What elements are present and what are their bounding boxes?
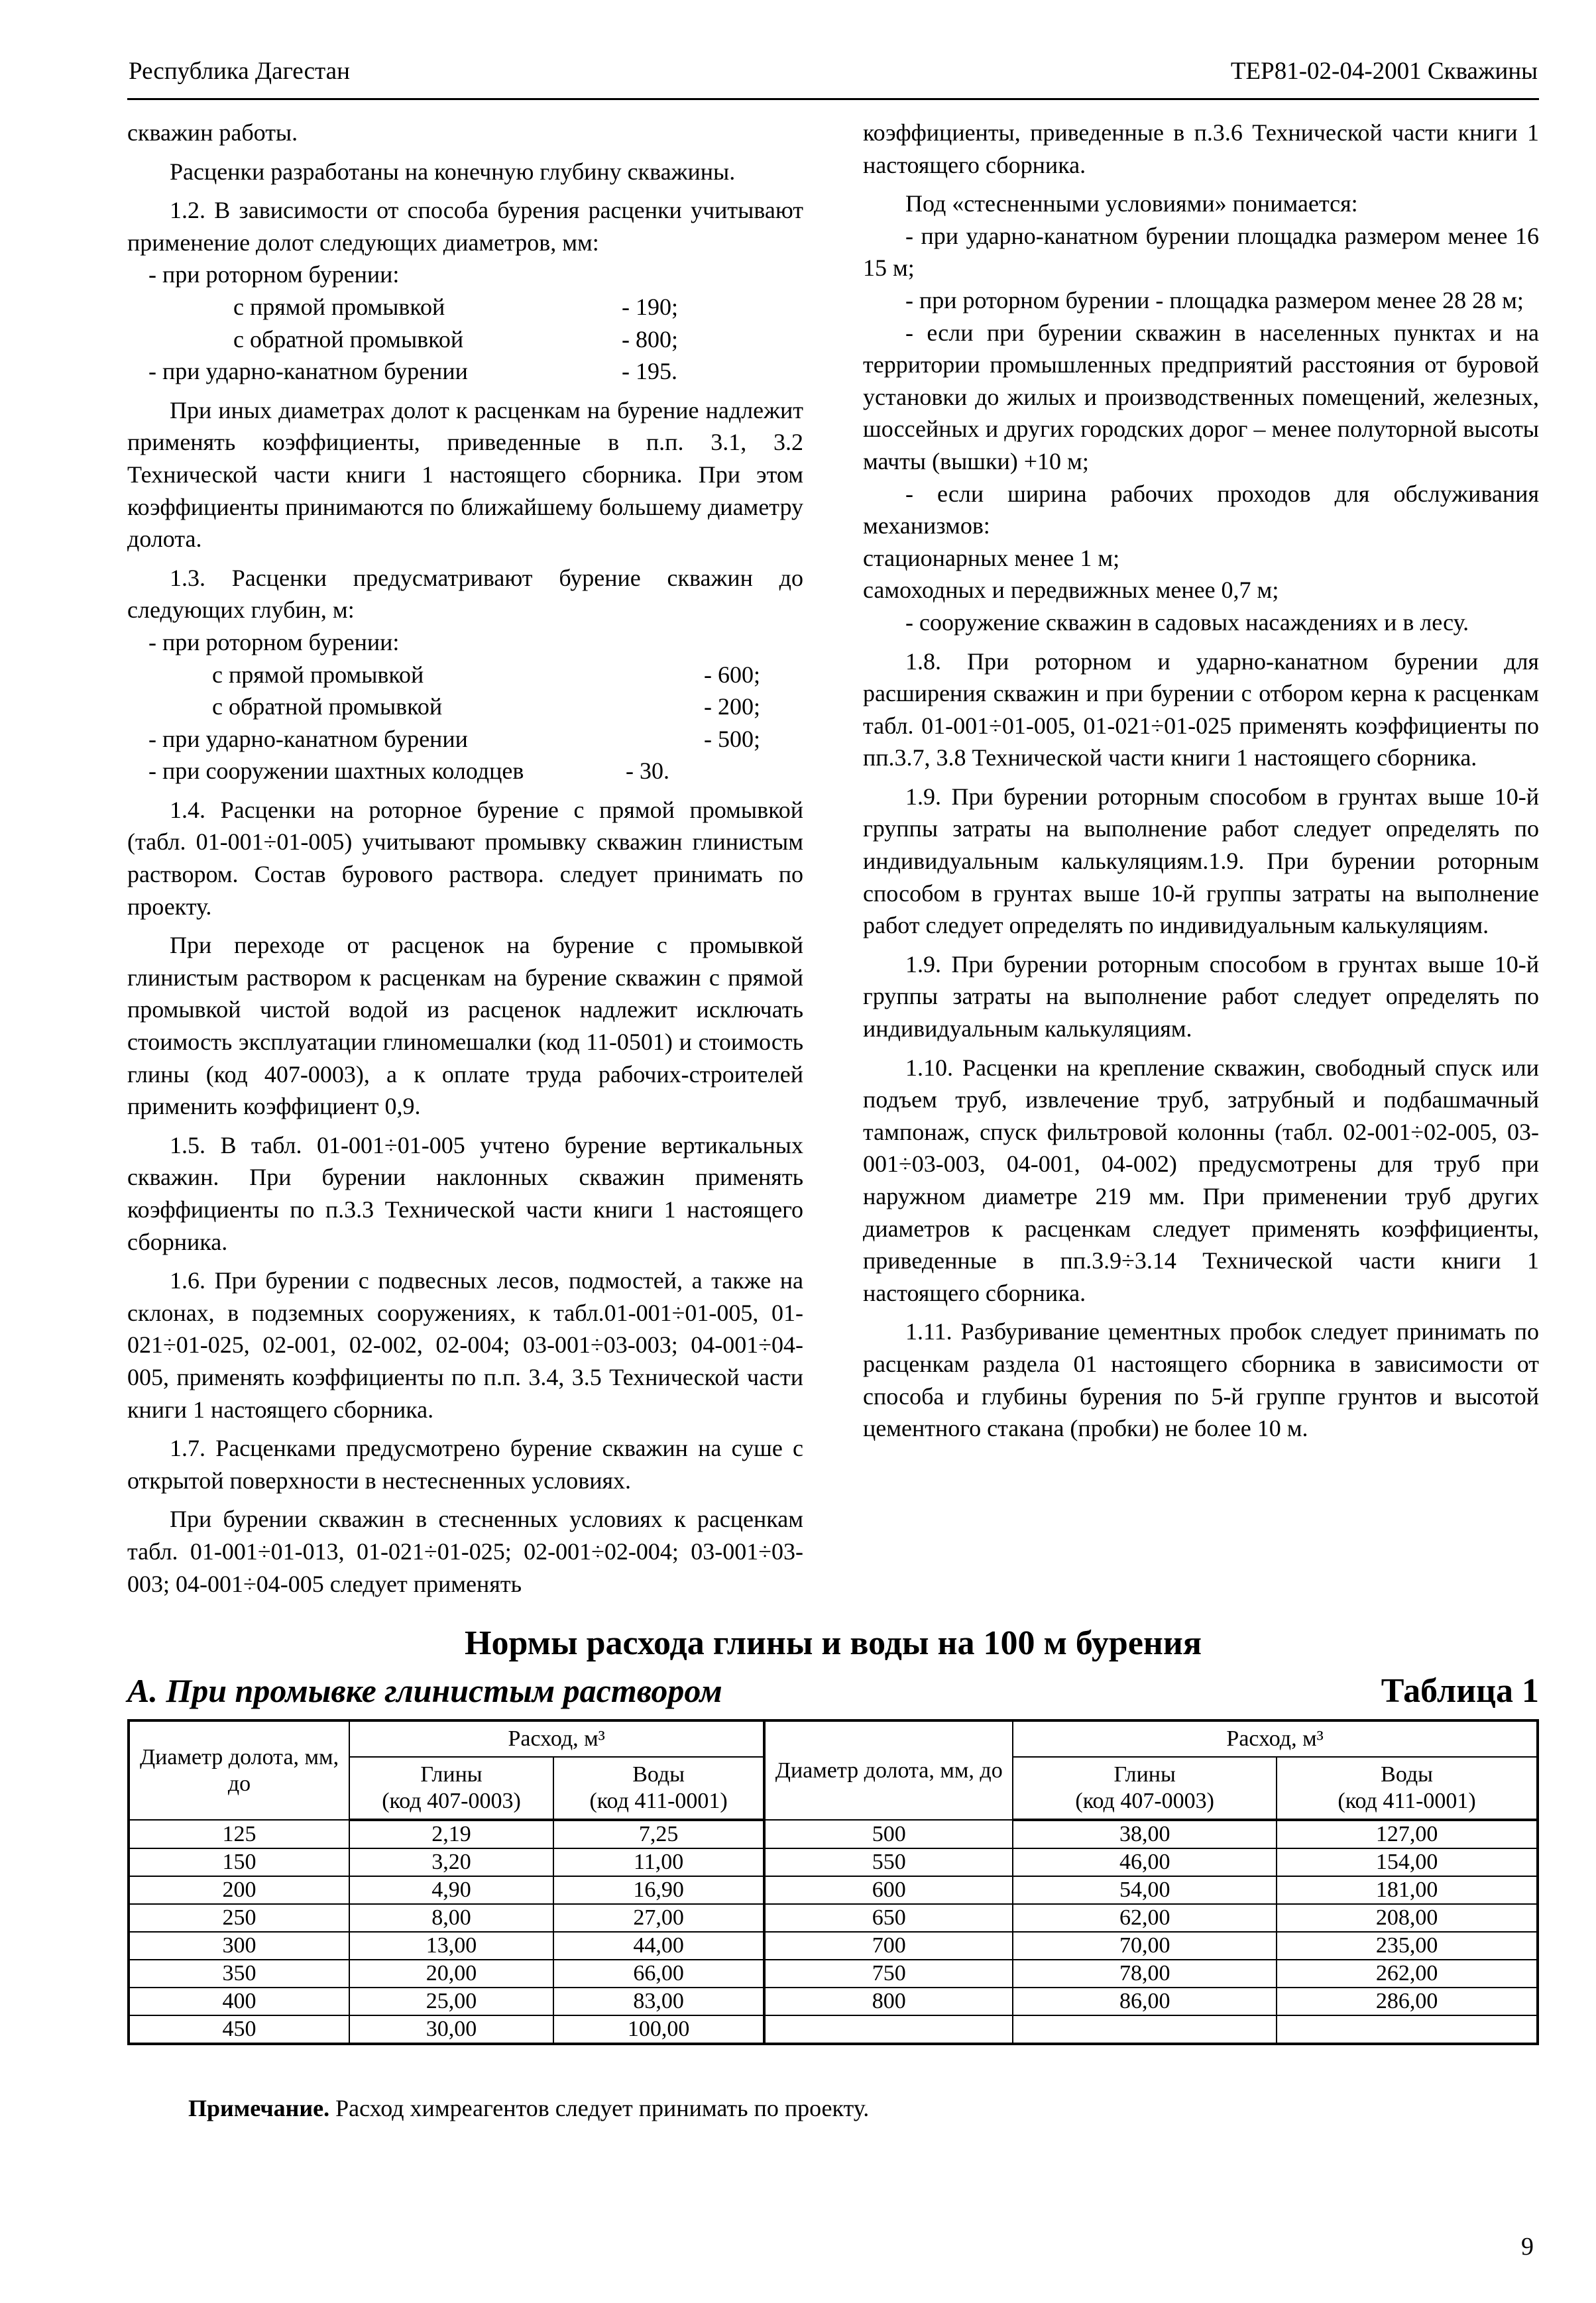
paragraph-1-11: 1.11. Разбуривание цементных пробок следует принимать по расценкам раздела 01 настоящего сборника в зависимости от способа и глубины бурения по 5-й группе грунтов и высотой цементного стакана (пробки) не более 10 м.: [863, 1318, 1539, 1442]
right-column: [863, 117, 1539, 1451]
table-cell: 300: [129, 1932, 349, 1960]
table-label: Таблица 1: [1381, 1672, 1539, 1710]
table-row: [129, 1876, 1538, 1904]
left-column: [127, 117, 803, 1606]
table-cell: 262,00: [1277, 1960, 1538, 1988]
table-cell: 125: [129, 1820, 349, 1848]
table-cell: 16,90: [553, 1876, 764, 1904]
list-item: самоходных и передвижных менее 0,7 м;: [863, 577, 1279, 604]
table-cell: 8,00: [349, 1904, 553, 1932]
table-cell: [764, 2015, 1013, 2044]
list-item: с прямой промывкой - 600;: [212, 661, 760, 688]
table-row: [129, 1932, 1538, 1960]
list-item: - сооружение скважин в садовых насаждениях и в лесу.: [905, 608, 1469, 636]
paragraph-1-5: 1.5. В табл. 01-001÷01-005 учтено бурение вертикальных скважин. При бурении наклонных скважин применять коэффициенты по п.3.3 Технической части книги 1 настоящего сборника.: [127, 1131, 803, 1255]
table-cell: 83,00: [553, 1988, 764, 2015]
paragraph: При переходе от расценок на бурение с промывкой глинистым раствором к расценкам на бурение скважин с прямой промывкой чистой водой из расценок надлежит исключать стоимость эксплуатации глиномешалки (код 11-0501) и стоимость глины (код 407-0003), а к оплате труда рабочих-строителей применить коэффициент 0,9.: [127, 932, 803, 1120]
table-cell: 27,00: [553, 1904, 764, 1932]
table-cell: 11,00: [553, 1848, 764, 1876]
table-cell: 38,00: [1013, 1820, 1277, 1848]
column-header-clay: Глины (код 407-0003): [1013, 1757, 1277, 1820]
list-item: с прямой промывкой - 190;: [233, 293, 678, 320]
list-item: - при сооружении шахтных колодцев - 30.: [148, 758, 669, 785]
list-item: - при роторном бурении - площадка размером менее 28 28 м;: [905, 286, 1524, 313]
table-cell: 127,00: [1277, 1820, 1538, 1848]
table-cell: 3,20: [349, 1848, 553, 1876]
paragraph-1-4: 1.4. Расценки на роторное бурение с прямой промывкой (табл. 01-001÷01-005) учитывают промывку скважин глинистым раствором. Состав бурового раствора. следует принимать по проекту.: [127, 796, 803, 920]
table-cell: 550: [764, 1848, 1013, 1876]
table-row: [129, 1820, 1538, 1848]
paragraph-1-9: 1.9. При бурении роторным способом в грунтах выше 10-й группы затраты на выполнение работ следует определять по индивидуальным калькуляциям.1.9. При бурении роторным способом в грунтах выше 10-й группы затраты на выполнение работ следует определять по индивидуальным калькуляциям.: [863, 783, 1539, 939]
list-item: с обратной промывкой - 200;: [212, 693, 760, 720]
table-row: [129, 1960, 1538, 1988]
table-cell: 286,00: [1277, 1988, 1538, 2015]
column-header-water: Воды (код 411-0001): [553, 1757, 764, 1820]
paragraph-1-9-repeat: 1.9. При бурении роторным способом в грунтах выше 10-й группы затраты на выполнение работ следует определять по индивидуальным калькуляциям.: [863, 950, 1539, 1042]
paragraph: коэффициенты, приведенные в п.3.6 Технической части книги 1 настоящего сборника.: [863, 119, 1539, 178]
paragraph: Расценки разработаны на конечную глубину скважины.: [170, 158, 736, 185]
table-cell: 750: [764, 1960, 1013, 1988]
table-cell: 100,00: [553, 2015, 764, 2044]
header-region: Республика Дагестан: [129, 58, 350, 85]
paragraph-1-7: 1.7. Расценками предусмотрено бурение скважин на суше с открытой поверхности в нестесненных условиях.: [127, 1435, 803, 1494]
table-cell: 450: [129, 2015, 349, 2044]
table-cell: 250: [129, 1904, 349, 1932]
table-cell: 700: [764, 1932, 1013, 1960]
table-cell: 800: [764, 1988, 1013, 2015]
table-cell: 70,00: [1013, 1932, 1277, 1960]
table-note: Примечание. Расход химреагентов следует принимать по проекту.: [188, 2095, 870, 2121]
paragraph-1-8: 1.8. При роторном и ударно-канатном бурении для расширения скважин и при бурении с отбором керна к расценкам табл. 01-001÷01-005, 01-021÷01-025 применять коэффициенты по пп.3.7, 3.8 Технической части книги 1 настоящего сборника.: [863, 647, 1539, 771]
table-cell: 235,00: [1277, 1932, 1538, 1960]
list-item: - если ширина рабочих проходов для обслуживания механизмов:: [863, 480, 1539, 539]
list-item: - при ударно-канатном бурении - 195.: [148, 358, 677, 385]
table-cell: 350: [129, 1960, 349, 1988]
page-header: [127, 52, 1539, 100]
header-document-code: ТЕР81-02-04-2001 Скважины: [1230, 58, 1538, 85]
list-item: стационарных менее 1 м;: [863, 544, 1120, 571]
paragraph-1-6: 1.6. При бурении с подвесных лесов, подмостей, а также на склонах, в подземных сооружениях, к табл.01-001÷01-005, 01-021÷01-025, 02-001, 02-002, 02-004; 03-001÷03-003; 04-001÷04-005, применять коэффициенты по п.п. 3.4, 3.5 Технической части книги 1 настоящего сборника.: [127, 1267, 803, 1423]
paragraph-1-3: 1.3. Расценки предусматривают бурение скважин до следующих глубин, м:: [127, 564, 803, 624]
list-item: - при роторном бурении:: [148, 261, 400, 288]
paragraph: При иных диаметрах долот к расценкам на бурение надлежит применять коэффициенты, приведенные в п.п. 3.1, 3.2 Технической части книги 1 настоящего сборника. При этом коэффициенты принимаются по ближайшему большему диаметру долота.: [127, 396, 803, 553]
table-row: [129, 1848, 1538, 1876]
table-cell: 400: [129, 1988, 349, 2015]
table-cell: 13,00: [349, 1932, 553, 1960]
column-header-diameter: Диаметр долота, мм, до: [764, 1720, 1013, 1820]
table-cell: 20,00: [349, 1960, 553, 1988]
table-cell: 150: [129, 1848, 349, 1876]
paragraph: Под «стесненными условиями» понимается:: [905, 190, 1358, 217]
table-cell: 154,00: [1277, 1848, 1538, 1876]
column-header-consumption: Расход, м³: [1013, 1720, 1538, 1757]
list-item: - если при бурении скважин в населенных пунктах и на территории промышленных предприятий расстояния от буровой установки до жилых и производственных помещений, железных, шоссейных и других городских дорог – менее полуторной высоты мачты (вышки) +10 м;: [863, 319, 1539, 475]
table-cell: 86,00: [1013, 1988, 1277, 2015]
table-cell: 30,00: [349, 2015, 553, 2044]
table-cell: [1277, 2015, 1538, 2044]
table-cell: [1013, 2015, 1277, 2044]
section-title: Нормы расхода глины и воды на 100 м бурения: [465, 1624, 1202, 1662]
table-row: [129, 2015, 1538, 2044]
column-header-water: Воды (код 411-0001): [1277, 1757, 1538, 1820]
paragraph-1-10: 1.10. Расценки на крепление скважин, свободный спуск или подъем труб, извлечение труб, затрубный и подбашмачный тампонаж, спуск фильтровой колонны (табл. 02-001÷02-005, 03-001÷03-003, 04-001, 04-002) предусмотрены для труб при наружном диаметре 219 мм. При применении труб других диаметров к расценкам следует применять коэффициенты, приведенные в пп.3.9÷3.14 Технической части книги 1 настоящего сборника.: [863, 1054, 1539, 1306]
paragraph: При бурении скважин в стесненных условиях к расценкам табл. 01-001÷01-013, 01-021÷01-025; 02-001÷02-004; 03-001÷03-003; 04-001÷04-005 следует применять: [127, 1506, 803, 1597]
list-item: - при ударно-канатном бурении - 500;: [148, 725, 760, 752]
list-item: с обратной промывкой - 800;: [233, 325, 678, 353]
table-row: [129, 1904, 1538, 1932]
column-header-clay: Глины (код 407-0003): [349, 1757, 553, 1820]
table-cell: 200: [129, 1876, 349, 1904]
table-cell: 2,19: [349, 1820, 553, 1848]
table-cell: 4,90: [349, 1876, 553, 1904]
table-cell: 78,00: [1013, 1960, 1277, 1988]
table-cell: 500: [764, 1820, 1013, 1848]
table-cell: 600: [764, 1876, 1013, 1904]
column-header-consumption: Расход, м³: [349, 1720, 764, 1757]
column-header-diameter: Диаметр долота, мм, до: [129, 1720, 349, 1820]
table-cell: 181,00: [1277, 1876, 1538, 1904]
list-item: - при ударно-канатном бурении площадка размером менее 16 15 м;: [863, 222, 1539, 282]
norms-table: [127, 1719, 1539, 2045]
table-cell: 66,00: [553, 1960, 764, 1988]
table-cell: 54,00: [1013, 1876, 1277, 1904]
table-cell: 62,00: [1013, 1904, 1277, 1932]
table-row: [129, 1988, 1538, 2015]
table-cell: 650: [764, 1904, 1013, 1932]
page-number: 9: [1521, 2233, 1534, 2261]
table-cell: 46,00: [1013, 1848, 1277, 1876]
table-subtitle: А. При промывке глинистым раствором: [127, 1672, 722, 1709]
paragraph: скважин работы.: [127, 119, 298, 146]
table-cell: 7,25: [553, 1820, 764, 1848]
table-cell: 44,00: [553, 1932, 764, 1960]
table-cell: 25,00: [349, 1988, 553, 2015]
table-cell: 208,00: [1277, 1904, 1538, 1932]
list-item: - при роторном бурении:: [148, 628, 400, 655]
paragraph-1-2: 1.2. В зависимости от способа бурения расценки учитывают применение долот следующих диаметров, мм:: [127, 197, 803, 256]
